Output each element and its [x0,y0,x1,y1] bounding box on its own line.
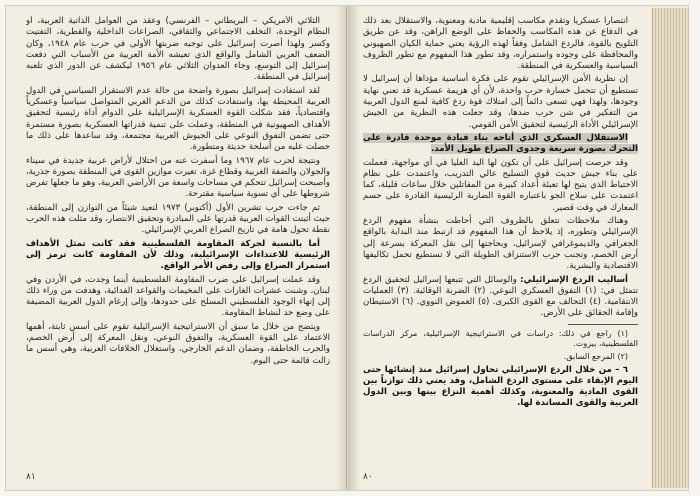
left-bold-paragraph [26,239,330,273]
left-paragraph-5: وقد عملت إسرائيل على ضرب المقاومة الفلسطينية أينما وجدت، في الأردن وفي لبنان، وشنت عشرات الغارات على المخيمات والقواعد الفدائية، وهدفت من وراء ذلك إلى إنهاء الوجود الفلسطيني المسلح على حدودها، وإلى إرغام الدول العربية المضيفة على وضع حد لنشاط المقاومة. [26,274,330,319]
footnote-2: (٢) المرجع السابق. [563,351,628,361]
left-paragraph-2: لقد استفادت إسرائيل بصورة واضحة من حالة عدم الاستقرار السياسي في الدول العربية المحيطة بها، واستفادت كذلك من الدعم الغربي المتواصل سياسياً وعسكرياً واقتصادياً، فقد شكلت القوة العسكرية الإسرائيلية على الدوام أداة رئيسية لتحقيق الأهداف الصهيونية في المنطقة، وعملت على تنمية قدراتها العسكرية بصورة مستمرة حتى تضمن التفوق النوعي على الجيوش العربية مجتمعة، وقد ساعدها على ذلك ما حصلت عليه من أسلحة حديثة ومتطورة. [26,85,330,153]
right-page-text [363,16,638,466]
right-bold-text: الاستقلال العسكري الذي أتاحه بناء قيادة موحدة قادرة على التحرك بصورة سريعة وجدوى الصراع طويل الأمد. [363,132,638,155]
open-book [6,6,688,490]
right-section-heading [363,275,638,320]
right-final-paragraph [363,365,638,410]
right-paragraph-4: وهناك ملاحظات تتعلق بالظروف التي أحاطت بنشأة مفهوم الردع الإسرائيلي وتطوره، إذ يلاحظ أن هذا المفهوم قد ارتبط منذ البداية بالواقع الجغرافي والديموغرافي لإسرائيل، وبحاجتها إلى نقل المعركة بسرعة إلى أرض الخصم، وتجنب حرب الاستنزاف الطويلة التي لا تستطيع تحمل تكاليفها الاقتصادية والبشرية. [363,216,638,272]
right-paragraph-2: إن نظرية الأمن الإسرائيلي تقوم على فكرة أساسية مؤداها أن إسرائيل لا تستطيع أن تتحمل خسارة حرب واحدة، لأن أي هزيمة عسكرية قد تعني نهاية وجودها، ولهذا فهي تسعى دائماً إلى امتلاك قوة ردع كافية لمنع الدول العربية من التفكير في شن حرب ضدها، وقد جعلت هذه النظرية من الجيش الإسرائيلي الأداة الرئيسية لتحقيق الأمن القومي. [363,74,638,130]
footnote-1: (١) راجع في ذلك: دراسات في الاستراتيجية الإسرائيلية، مركز الدراسات الفلسطينية، بيروت. [363,328,638,349]
left-page-text [26,16,330,466]
right-bold-paragraph [363,133,638,156]
right-paragraph-1: انتصارا عسكريا وتقدم مكاسب إقليمية مادية ومعنوية، والاستقلال بعد ذلك في الدفاع عن هذه المكاسب والحفاظ على الوضع الراهن، وقد عن طريق التلويح بالقوة، فالردع الشامل وفقاً لهذه الرؤية يعني حماية الكيان الصهيوني والمحافظة على وجوده واستمراره، وقد تطور هذا المفهوم مع تطور الظروف السياسية والعسكرية في المنطقة. [363,16,638,72]
right-page [347,6,652,490]
left-page [6,6,347,490]
left-paragraph-6: ويتضح من خلال ما سبق أن الاستراتيجية الإسرائيلية تقوم على أسس ثابتة، أهمها الاعتماد على القوة العسكرية، والتفوق النوعي، ونقل المعركة إلى أرض الخصم، والحرب الخاطفة، وضمان الدعم الخارجي، واستغلال الخلافات العربية، وهي أسس ما زالت قائمة حتى اليوم. [26,321,330,366]
final-bold-text: ٦ – من خلال الردع الإسرائيلي تحاول إسرائيل منذ إنشائها حتى اليوم الإبقاء على مستوى الردع الشامل، وقد يعني ذلك توازناً بين القوى المادية والمعنوية، وكذلك أهمية النزاع بينها وبين الدول العربية والقوى المساندة لها. [363,364,638,409]
right-page-number: ٨٠ [363,472,373,482]
left-paragraph-1: الثلاثي الأمريكي – البريطاني – الفرنسي) وعقد من العوامل الذاتية العربية، أو النظام الوحدة، التخلف الاجتماعي والثقافي، الصراعات الداخلية والقطرية، التفتيت وكسر ولهذا أصرت إسرائيل على توجيه ضربتها الأولى في حرب عام ١٩٤٨، وكان الضعف العربي الشامل والواقع الذي تعيشه الأمة العربية من الأسباب التي دفعت إسرائيل إلى التوسع، وجاء العدوان الثلاثي عام ١٩٥٦ ليكشف عن الدور الذي تلعبه إسرائيل في المنطقة. [26,16,330,83]
left-page-number: ٨١ [26,472,36,482]
right-paragraph-3: وقد حرصت إسرائيل على أن تكون لها اليد العليا في أي مواجهة، فعملت على بناء جيش حديث قوي التسليح عالي التدريب، واعتمدت على نظام الاحتياط الذي يتيح لها تعبئة أعداد كبيرة من المقاتلين خلال ساعات قليلة، كما اعتمدت على سلاح الجو باعتباره القوة الضاربة الرئيسية القادرة على حسم المعارك في وقت قصير. [363,157,638,213]
left-paragraph-3: ونتيجة لحرب عام ١٩٦٧ وما أسفرت عنه من احتلال لأراض عربية جديدة في سيناء والجولان والضفة الغربية وقطاع غزة، تغيرت موازين القوى في المنطقة بصورة جذرية، وأصبحت إسرائيل تتحكم في مساحات واسعة من الأراضي العربية، وهو ما جعلها تفرض شروطها على أي تسوية سياسية مقترحة. [26,155,330,200]
page-stack-edge [652,8,689,488]
section-heading-text: أساليب الردع الإسرائيلي: [520,274,628,285]
left-bold-text: أما بالنسبة لحركة المقاومة الفلسطينية فقد كانت تمثل الأهداف الرئيسية للاعتداءات الإسرائيلية، وذلك لأن المقاومة كانت ترمز إلى استمرار الصراع وإلى رفض الأمر الواقع. [26,238,330,272]
footnote-divider [568,324,638,325]
right-list-text: والوسائل التي تتبعها إسرائيل لتحقيق الردع تتمثل في: (١) التفوق العسكري النوعي. (٢) الضربة الوقائية. (٣) العمليات الانتقامية. (٤) التحالف مع القوى الكبرى. (٥) الغموض النووي. (٦) الاستيطان وإقامة الحقائق على الأرض. [363,274,638,319]
left-paragraph-4: ثم جاءت حرب تشرين الأول (أكتوبر) ١٩٧٣ لتعيد شيئاً من التوازن إلى المنطقة، حيث أثبتت القوات العربية قدرتها على المبادرة وتحقيق الانتصار، وقد مثلت هذه الحرب نقطة تحول هامة في تاريخ الصراع العربي الإسرائيلي. [26,202,330,236]
